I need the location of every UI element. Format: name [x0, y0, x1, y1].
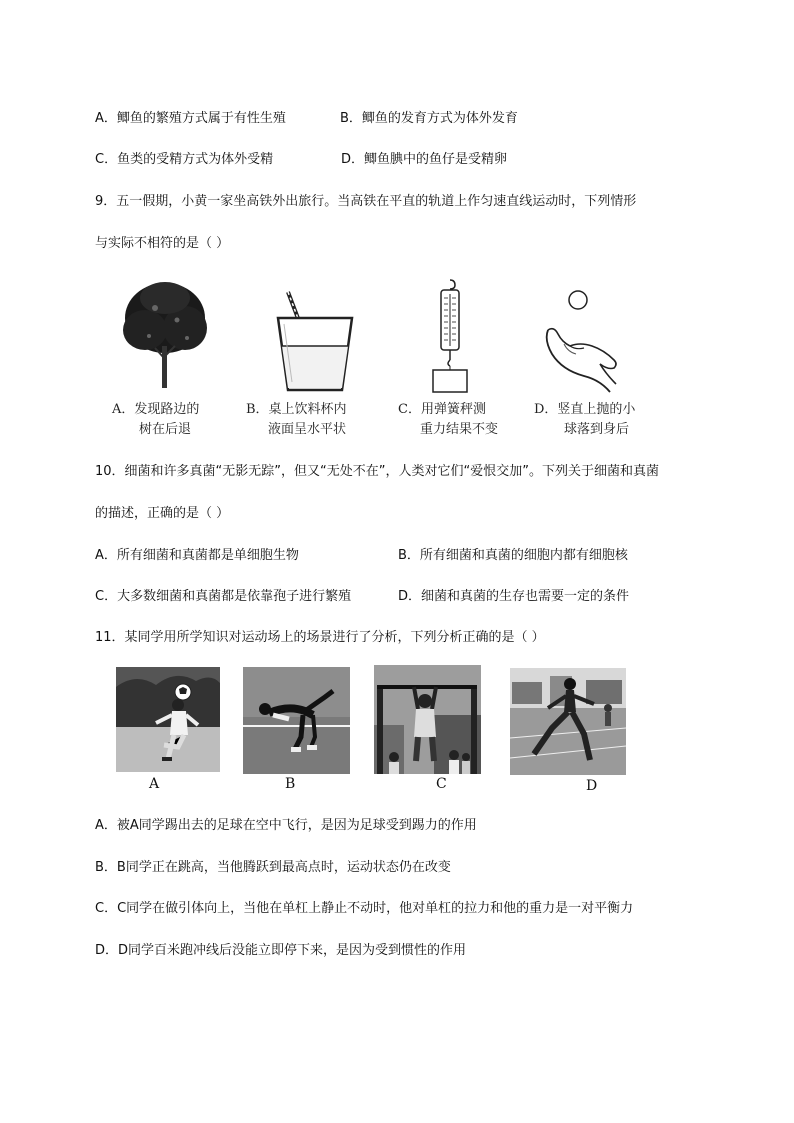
q11-photo-d-label: D [586, 778, 598, 794]
q11-stem: 11．某同学用所学知识对运动场上的场景进行了分析，下列分析正确的是（ ） [95, 630, 545, 645]
q11-photo-c [374, 665, 481, 774]
q9-figure-a [115, 278, 215, 393]
q8-option-c: C．鱼类的受精方式为体外受精 [95, 152, 274, 167]
spring-scale-icon [425, 278, 475, 395]
q10-stem-line-2: 的描述，正确的是（ ） [95, 506, 230, 521]
q11-photo-a-label: A [149, 776, 160, 792]
tree-icon [115, 278, 215, 393]
q10-option-c: C．大多数细菌和真菌都是依靠孢子进行繁殖 [95, 589, 352, 604]
q11-photo-b-label: B [285, 776, 296, 792]
q8-option-b: B．鲫鱼的发育方式为体外发育 [340, 111, 518, 126]
q10-option-a: A．所有细菌和真菌都是单细胞生物 [95, 548, 299, 563]
soccer-photo [116, 667, 220, 772]
q11-photo-a [116, 667, 220, 772]
q9-caption-c-line2: 重力结果不变 [420, 422, 499, 437]
high-jump-photo [243, 667, 350, 774]
sprint-photo [510, 668, 626, 775]
q9-caption-a-line1: A．发现路边的 [112, 402, 200, 417]
cup-icon [270, 290, 360, 395]
q9-caption-d [534, 400, 635, 440]
q9-caption-b [246, 400, 347, 440]
q11-option-b: B．B同学正在跳高，当他腾跃到最高点时，运动状态仍在改变 [95, 860, 451, 875]
q9-caption-c [398, 400, 498, 440]
q11-option-c: C．C同学在做引体向上，当他在单杠上静止不动时，他对单杠的拉力和他的重力是一对平衡力 [95, 901, 634, 916]
q9-stem-line-1: 9．五一假期，小黄一家坐高铁外出旅行。当高铁在平直的轨道上作匀速直线运动时，下列情形 [95, 194, 637, 209]
q9-caption-c-line1: C．用弹簧秤测 [398, 402, 486, 417]
q11-photo-d [510, 668, 626, 775]
q11-option-a: A．被A同学踢出去的足球在空中飞行，是因为足球受到踢力的作用 [95, 818, 477, 833]
q9-figure-d [540, 288, 620, 396]
q10-option-d: D．细菌和真菌的生存也需要一定的条件 [398, 589, 630, 604]
pull-up-photo [374, 665, 481, 774]
q11-photo-c-label: C [436, 776, 447, 792]
q8-option-d: D．鲫鱼腆中的鱼仔是受精卵 [341, 152, 508, 167]
hand-ball-icon [540, 288, 620, 396]
q9-caption-b-line1: B．桌上饮料杯内 [246, 402, 347, 417]
q11-option-d: D．D同学百米跑冲线后没能立即停下来，是因为受到惯性的作用 [95, 943, 467, 958]
q8-option-a: A．鲫鱼的繁殖方式属于有性生殖 [95, 111, 286, 126]
q9-caption-a-line2: 树在后退 [139, 422, 192, 437]
q9-caption-d-line1: D．竖直上抛的小 [534, 402, 636, 417]
q9-caption-b-line2: 液面呈水平状 [268, 422, 347, 437]
q9-caption-d-line2: 球落到身后 [564, 422, 630, 437]
q10-option-b: B．所有细菌和真菌的细胞内都有细胞核 [398, 548, 628, 563]
q9-figure-b [270, 290, 360, 395]
q10-stem-line-1: 10．细菌和许多真菌“无影无踪”，但又“无处不在”，人类对它们“爱恨交加”。下列关于细菌和真菌 [95, 464, 659, 479]
q9-figure-c [425, 278, 475, 395]
q11-photo-b [243, 667, 350, 774]
q9-caption-a [112, 400, 199, 440]
q9-stem-line-2: 与实际不相符的是（ ） [95, 236, 230, 251]
